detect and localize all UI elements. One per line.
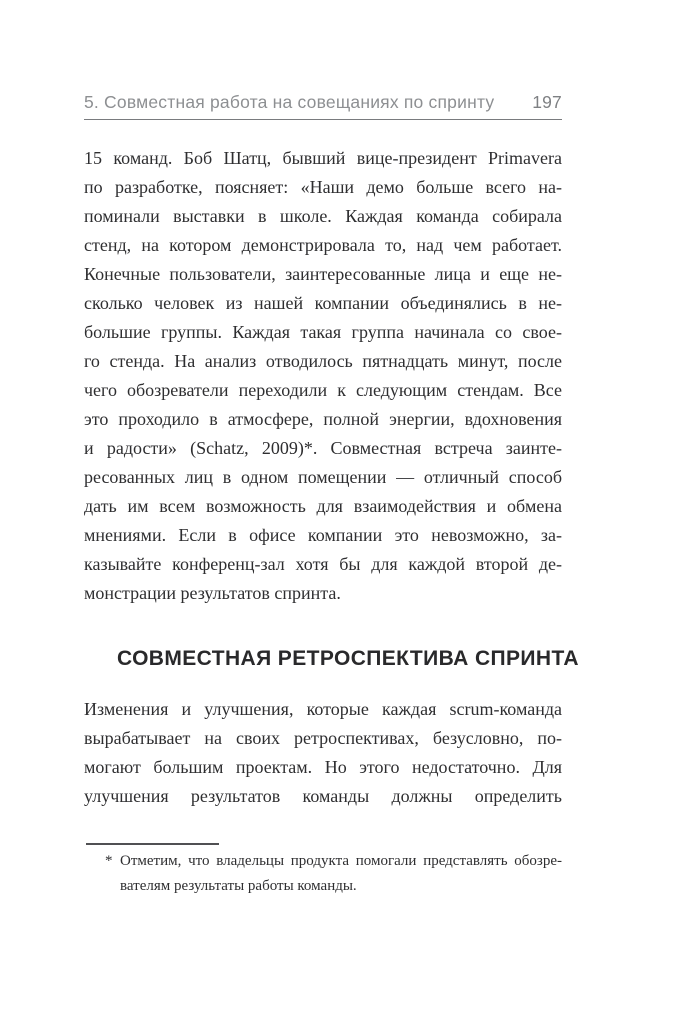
text-line: го стенда. На анализ отводилось пятнадцать минут, после xyxy=(84,351,562,371)
running-header xyxy=(84,92,562,113)
text-line: Изменения и улучшения, которые каждая scrum-команда xyxy=(84,699,562,719)
section-heading: СОВМЕСТНАЯ РЕТРОСПЕКТИВА СПРИНТА xyxy=(117,647,579,670)
text-line: Конечные пользователи, заинтересованные лица и еще не- xyxy=(84,264,562,284)
text-line: могают большим проектам. Но этого недостаточно. Для xyxy=(84,757,562,777)
text-line: вырабатывает на своих ретроспективах, безусловно, по- xyxy=(84,728,562,748)
text-line: казывайте конференц-зал хотя бы для каждой второй де- xyxy=(84,554,562,574)
chapter-title: 5. Совместная работа на совещаниях по спринту xyxy=(84,92,495,112)
header-rule xyxy=(84,119,562,120)
body-paragraph-2 xyxy=(84,695,562,811)
text-line: мнениями. Если в офисе компании это невозможно, за- xyxy=(84,525,562,545)
text-line: монстрации результатов спринта. xyxy=(84,583,341,603)
text-line: сколько человек из нашей компании объединялись в не- xyxy=(84,293,562,313)
text-line: большие группы. Каждая такая группа начинала со свое- xyxy=(84,322,562,342)
footnote-marker: * xyxy=(105,853,113,869)
text-line: улучшения результатов команды должны определить xyxy=(84,786,562,806)
text-line: 15 команд. Боб Шатц, бывший вице-президент Primavera xyxy=(84,148,562,168)
footnote xyxy=(84,849,562,899)
text-line: дать им всем возможность для взаимодействия и обмена xyxy=(84,496,562,516)
body-paragraph-1 xyxy=(84,144,562,608)
text-line: по разработке, поясняет: «Наши демо больше всего на- xyxy=(84,177,562,197)
text-line: ресованных лиц в одном помещении — отличный способ xyxy=(84,467,562,487)
footnote-rule xyxy=(86,843,219,845)
text-line: и радости» (Schatz, 2009)*. Совместная встреча заинте- xyxy=(84,438,562,458)
text-line: стенд, на котором демонстрировала то, над чем работает. xyxy=(84,235,562,255)
footnote-line: Отметим, что владельцы продукта помогали представлять обозре- xyxy=(120,853,562,869)
footnote-line: вателям результаты работы команды. xyxy=(120,878,357,894)
text-line: чего обозреватели переходили к следующим стендам. Все xyxy=(84,380,562,400)
page-number: 197 xyxy=(532,92,562,112)
text-line: поминали выставки в школе. Каждая команда собирала xyxy=(84,206,562,226)
text-line: это проходило в атмосфере, полной энергии, вдохновения xyxy=(84,409,562,429)
